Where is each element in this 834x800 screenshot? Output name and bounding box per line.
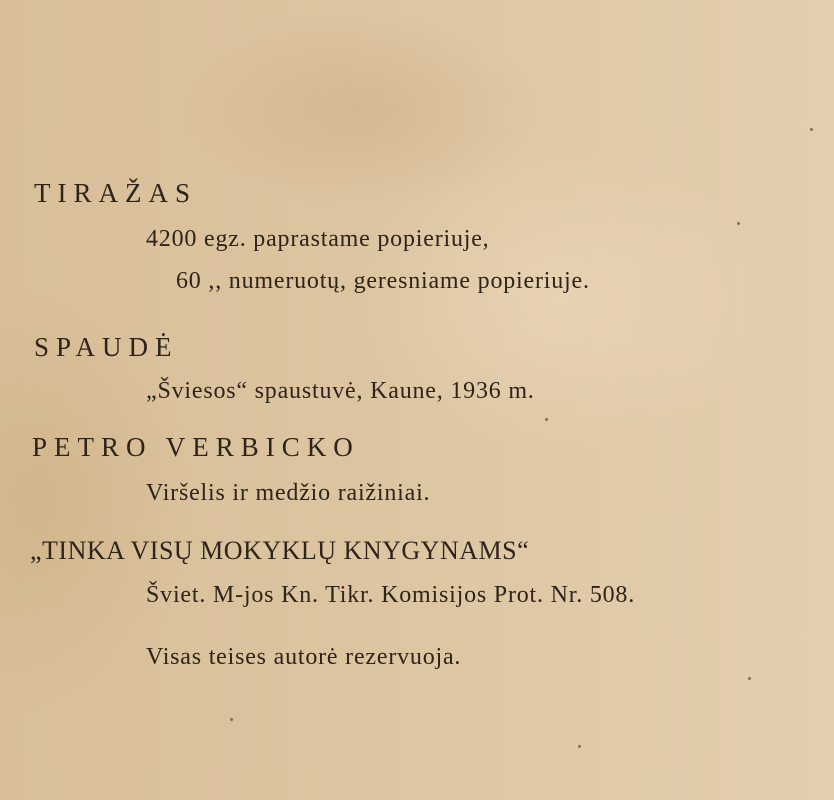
paper-speck [578,745,581,748]
printer-info: „Šviesos“ spaustuvė, Kaune, 1936 m. [146,378,535,404]
paper-speck [230,718,233,721]
copyright-notice: Visas teises autorė rezervuoja. [146,644,462,670]
paper-speck [737,222,740,225]
paper-speck [748,677,751,680]
illustration-credit: Viršelis ir medžio raižiniai. [146,480,431,506]
heading-approval: „TINKA VISŲ MOKYKLŲ KNYGYNAMS“ [30,536,530,565]
heading-spaude: SPAUDĖ [34,332,179,362]
print-run-numbered: 60 ,, numeruotų, geresniame popieriuje. [176,268,590,294]
paper-speck [810,128,813,131]
approval-protocol: Šviet. M-jos Kn. Tikr. Komisijos Prot. Nr. 508. [146,582,636,608]
heading-tirazas: TIRAŽAS [34,178,197,208]
heading-illustrator: PETRO VERBICKO [32,432,360,462]
paper-speck [545,418,548,421]
print-run-regular: 4200 egz. paprastame popieriuje, [146,226,490,252]
